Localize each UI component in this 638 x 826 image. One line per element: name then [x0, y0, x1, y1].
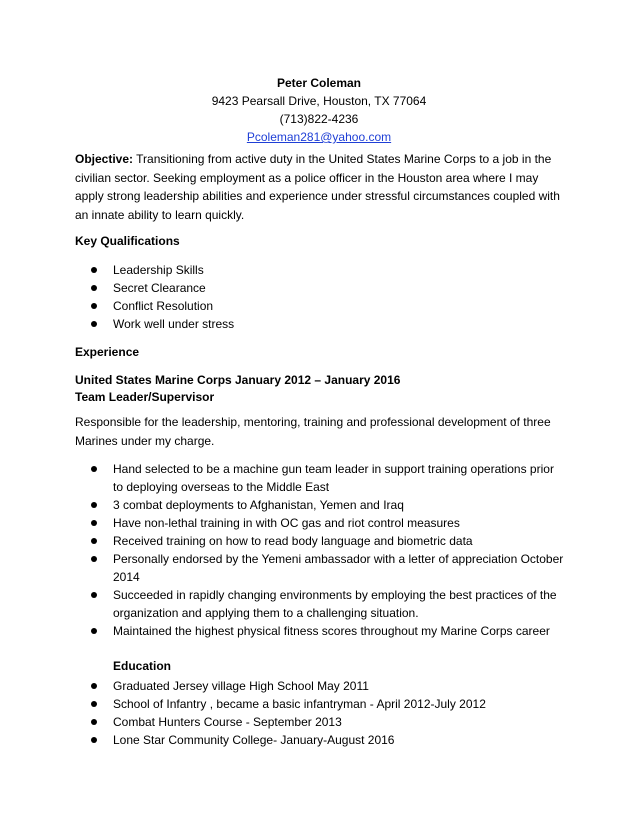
experience-summary: Responsible for the leadership, mentoring, training and professional development of three Marines under my charge. [75, 415, 551, 448]
list-item: Have non-lethal training in with OC gas and riot control measures [75, 514, 565, 532]
list-item: Leadership Skills [75, 261, 565, 279]
contact-header [0, 74, 638, 146]
bullet-icon [91, 321, 97, 327]
bullet-icon [91, 520, 97, 526]
objective-section [75, 150, 565, 224]
bullet-icon [91, 303, 97, 309]
bullet-icon [91, 737, 97, 743]
experience-heading: Experience [75, 345, 140, 359]
list-item: Received training on how to read body language and biometric data [75, 532, 565, 550]
list-item: Hand selected to be a machine gun team leader in support training operations prior to deploying overseas to the Middle East [75, 460, 565, 496]
bullet-icon [91, 285, 97, 291]
organization-name: United States Marine Corps [75, 373, 232, 387]
employment-dates: January 2012 – January 2016 [235, 373, 401, 387]
address: 9423 Pearsall Drive, Houston, TX 77064 [211, 94, 427, 108]
bullet-icon [91, 628, 97, 634]
objective-label: Objective: [75, 152, 134, 166]
list-item: Secret Clearance [75, 279, 565, 297]
bullet-icon [91, 502, 97, 508]
list-item: Work well under stress [75, 315, 565, 333]
experience-list [75, 460, 565, 640]
bullet-icon [91, 719, 97, 725]
qualifications-list [75, 261, 565, 333]
bullet-icon [91, 538, 97, 544]
list-item: Conflict Resolution [75, 297, 565, 315]
list-item: Maintained the highest physical fitness scores throughout my Marine Corps career [75, 622, 565, 640]
qualifications-heading: Key Qualifications [75, 234, 180, 248]
list-item: Lone Star Community College- January-August 2016 [75, 731, 565, 749]
list-item: Succeeded in rapidly changing environments by employing the best practices of the organization and applying them to a challenging situation. [75, 586, 565, 622]
list-item: School of Infantry , became a basic infantryman - April 2012-July 2012 [75, 695, 565, 713]
education-heading: Education [113, 659, 172, 673]
bullet-icon [91, 267, 97, 273]
bullet-icon [91, 683, 97, 689]
email-link[interactable]: Pcoleman281@yahoo.com [246, 130, 392, 144]
list-item: Graduated Jersey village High School May 2011 [75, 677, 565, 695]
experience-role-row [75, 371, 565, 389]
list-item: Combat Hunters Course - September 2013 [75, 713, 565, 731]
bullet-icon [91, 466, 97, 472]
bullet-icon [91, 556, 97, 562]
list-item: 3 combat deployments to Afghanistan, Yemen and Iraq [75, 496, 565, 514]
job-title: Team Leader/Supervisor [75, 390, 215, 404]
phone: (713)822-4236 [279, 112, 359, 126]
bullet-icon [91, 592, 97, 598]
objective-text: Transitioning from active duty in the United States Marine Corps to a job in the civilian sector. Seeking employment as a police officer in the Houston area where I may apply strong leadership abilities and experience under stressful circumstances coupled with an innate ability to learn quickly. [75, 152, 560, 222]
candidate-name: Peter Coleman [276, 76, 362, 90]
bullet-icon [91, 701, 97, 707]
list-item: Personally endorsed by the Yemeni ambassador with a letter of appreciation October 2014 [75, 550, 565, 586]
education-list [75, 677, 565, 749]
